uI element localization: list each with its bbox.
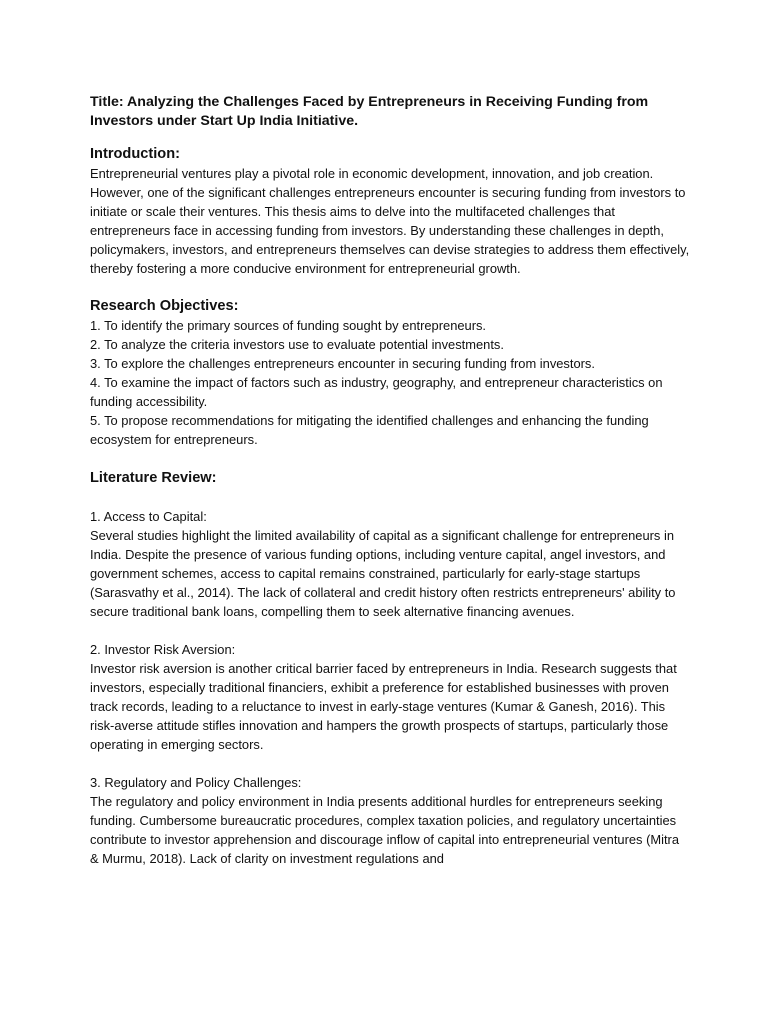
objective-item: 3. To explore the challenges entrepreneurs encounter in securing funding from investors. bbox=[90, 356, 595, 371]
literature-section bbox=[90, 507, 690, 621]
document-page bbox=[90, 93, 690, 887]
literature-section-text: The regulatory and policy environment in India presents additional hurdles for entrepreneurs seeking funding. Cumbersome bureaucratic procedures, complex taxation policies, and regulatory uncertainties contribute to investor apprehension and discourage inflow of capital into entrepreneurial ventures (Mitra & Murmu, 2018). Lack of clarity on investment regulations and bbox=[90, 794, 680, 866]
literature-section bbox=[90, 640, 690, 754]
literature-section-title: 3. Regulatory and Policy Challenges: bbox=[90, 775, 302, 790]
objective-item: 2. To analyze the criteria investors use to evaluate potential investments. bbox=[90, 337, 504, 352]
introduction-paragraph: Entrepreneurial ventures play a pivotal role in economic development, innovation, and job creation. However, one of the significant challenges entrepreneurs encounter is securing funding from investors to initiate or scale their ventures. This thesis aims to delve into the multifaceted challenges that entrepreneurs face in accessing funding from investors. By understanding these challenges in depth, policymakers, investors, and entrepreneurs themselves can devise strategies to address them effectively, thereby fostering a more conducive environment for entrepreneurial growth. bbox=[90, 166, 690, 276]
research-objectives-list bbox=[90, 316, 690, 449]
literature-section-text: Several studies highlight the limited availability of capital as a significant challenge for entrepreneurs in India. Despite the presence of various funding options, including venture capital, angel investors, and government schemes, access to capital remains constrained, particularly for early-stage startups (Sarasvathy et al., 2014). The lack of collateral and credit history often restricts entrepreneurs' ability to secure traditional bank loans, compelling them to seek alternative financing avenues. bbox=[90, 528, 676, 619]
document-title: Title: Analyzing the Challenges Faced by Entrepreneurs in Receiving Funding from Investors under Start Up India Initiative. bbox=[90, 94, 649, 129]
literature-review-heading: Literature Review: bbox=[90, 470, 217, 486]
literature-section-title: 1. Access to Capital: bbox=[90, 509, 207, 524]
objective-item: 1. To identify the primary sources of funding sought by entrepreneurs. bbox=[90, 318, 487, 333]
objective-item: 5. To propose recommendations for mitigating the identified challenges and enhancing the funding ecosystem for entrepreneurs. bbox=[90, 413, 649, 447]
literature-section-text: Investor risk aversion is another critical barrier faced by entrepreneurs in India. Research suggests that investors, especially traditional financiers, exhibit a preference for established businesses with proven track records, leading to a reluctance to invest in early-stage ventures (Kumar & Ganesh, 2016). This risk-averse attitude stifles innovation and hampers the growth prospects of startups, particularly those operating in emerging sectors. bbox=[90, 661, 677, 752]
objective-item: 4. To examine the impact of factors such as industry, geography, and entrepreneur characteristics on funding accessibility. bbox=[90, 375, 663, 409]
research-objectives-heading: Research Objectives: bbox=[90, 298, 239, 314]
literature-section-title: 2. Investor Risk Aversion: bbox=[90, 642, 236, 657]
introduction-heading: Introduction: bbox=[90, 146, 180, 162]
literature-section bbox=[90, 773, 690, 868]
